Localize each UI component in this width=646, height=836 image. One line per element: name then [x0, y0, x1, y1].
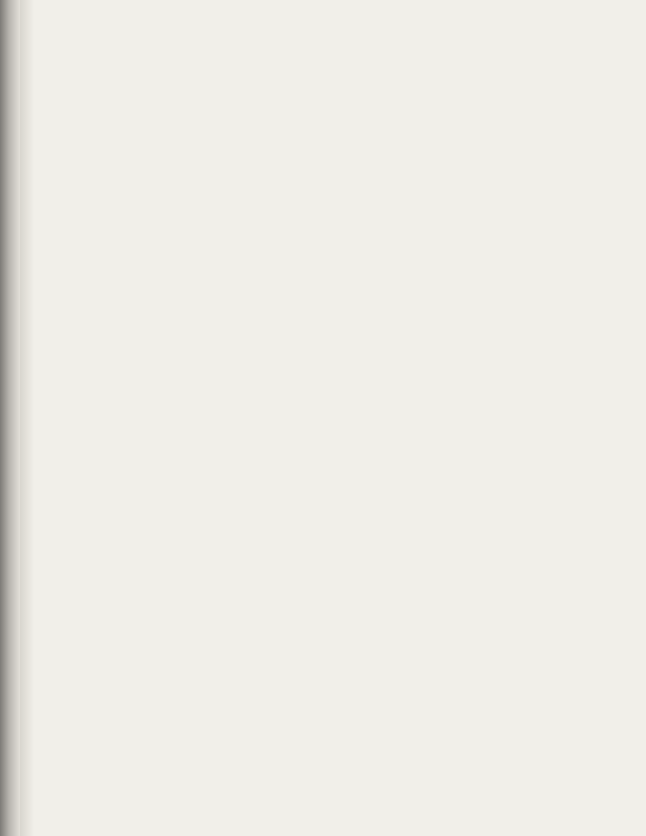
page-gutter [20, 0, 34, 836]
book-binding-shadow [0, 0, 20, 836]
